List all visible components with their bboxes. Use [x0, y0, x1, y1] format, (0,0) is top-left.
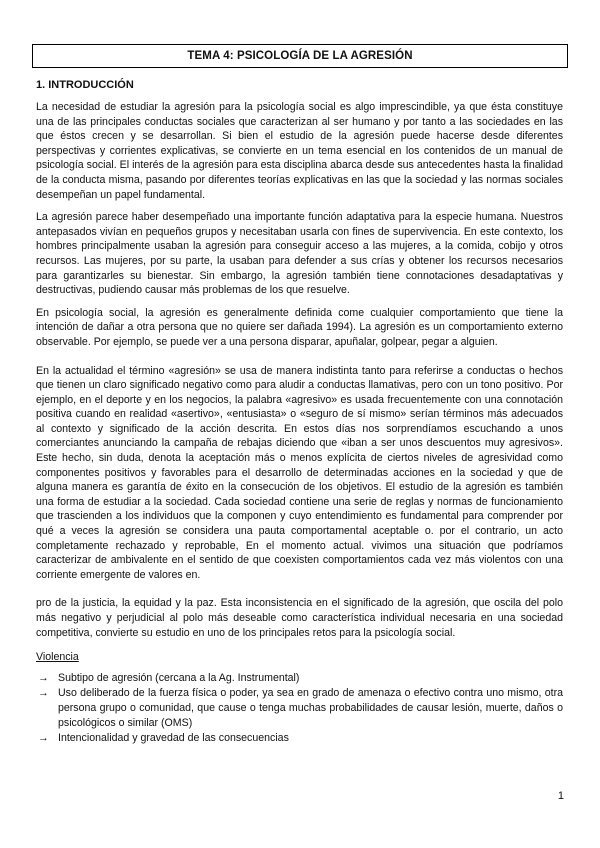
violencia-bullet-list: [36, 671, 563, 746]
arrow-right-icon: →: [38, 687, 49, 700]
list-item: [38, 671, 563, 686]
list-item: [38, 731, 563, 746]
arrow-right-icon: →: [38, 732, 49, 745]
list-item: [38, 686, 563, 730]
paragraph-adaptive-function: La agresión parece haber desempeñado una importante función adaptativa para la especie humana. Nuestros antepasados vivían en pequeños grupos y necesitaban usarla con fines de supervivencia. En este contexto, los hombres principalmente usaban la agresión para conseguir acceso a las mujeres, a la comida, cobijo y otros recursos. Las mujeres, por su parte, la usaban para defender a sus crías y obtener los recursos necesarios para garantizarles su bienestar. Sin embargo, la agresión también tiene connotaciones desadaptativas y destructivas, pudiendo causar más problemas de los que resuelve.: [36, 211, 563, 297]
paragraph-definition: En psicología social, la agresión es generalmente definida come cualquier comportamiento que tiene la intención de dañar a otra persona que no quiere ser dañada 1994). La agresión es un comportamiento externo observable. Por ejemplo, se puede ver a una persona disparar, apuñalar, golpear, pegar a alguien.: [36, 306, 563, 348]
bullet-text: Intencionalidad y gravedad de las consecuencias: [58, 732, 289, 745]
bullet-text: Subtipo de agresión (cercana a la Ag. Instrumental): [58, 671, 300, 684]
bullet-text: Uso deliberado de la fuerza física o poder, ya sea en grado de amenaza o efectivo contra uno mismo, otra persona grupo o comunidad, que cause o tenga muchas probabilidades de causar lesión, muerte, daños o psicológicos o similar (OMS): [58, 687, 563, 729]
paragraph-intro: La necesidad de estudiar la agresión para la psicología social es algo imprescindible, ya que ésta constituye una de las principales conductas sociales que caracterizan al ser humano y por tanto a las sociedades en las que éstos crecen y se desarrollan. Si bien el estudio de la agresión puede hacerse desde diferentes perspectivas y corrientes explicativas, se convierte en un tema esencial en los contenidos de un manual de psicología social. El interés de la agresión para esta disciplina abarca desde sus antecedentes hasta la finalidad de la conducta misma, pasando por diferentes teorías explicativas en las que la sociedad y las normas sociales desempeñan un papel fundamental.: [36, 101, 563, 201]
document-title: TEMA 4: PSICOLOGÍA DE LA AGRESIÓN: [32, 44, 568, 68]
violencia-subheading: Violencia: [36, 651, 79, 664]
body-text: [36, 100, 563, 747]
paragraph-current-usage: En la actualidad el término «agresión» se usa de manera indistinta tanto para referirse a conductas o hechos que tienen un claro significado negativo como para aludir a conductas llamativas, pero con un tono positivo. Por ejemplo, en el deporte y en los negocios, la palabra «agresivo» es usada frecuentemente con una connotación positiva cuando en realidad «asertivo», «entusiasta» o «seguro de sí mismo» serían términos más adecuados al contexto y significado de la acción descrita. En estos días nos sorprendíamos escuchando a unos comerciantes anunciando la campaña de rebajas diciendo que «iban a ser unos descuentos muy agresivos». Este hecho, sin duda, denota la aceptación más o menos explícita de ciertos niveles de agresividad como componentes positivos y favorables para el desarrollo de determinadas acciones en la sociedad y que de alguna manera es garantía de éxito en la consecución de los objetivos. El estudio de la agresión es también una forma de estudiar a la sociedad. Cada sociedad contiene una serie de reglas y normas de funcionamiento que trascienden a los individuos que la componen y cuyo entendimiento es fundamental para comprender por qué a veces la agresión se considera una pauta comportamental aceptable o. por el contrario, un acto completamente rechazado y reprobable, En el momento actual. vivimos una situación que podríamos caracterizar de ambivalente en el sentido de que coexisten comportamientos cada vez más violentos con una corriente emergente de valores en.: [36, 364, 563, 581]
page-number: 1: [557, 790, 564, 802]
section-heading: 1. INTRODUCCIÓN: [36, 79, 134, 91]
paragraph-inconsistency: pro de la justicia, la equidad y la paz. Esta inconsistencia en el significado de la agresión, que oscila del polo más negativo y perjudicial al polo más deseable como característica individual necesaria en una sociedad competitiva, convierte su estudio en uno de los principales retos para la psicología social.: [36, 597, 563, 639]
arrow-right-icon: →: [38, 671, 49, 684]
